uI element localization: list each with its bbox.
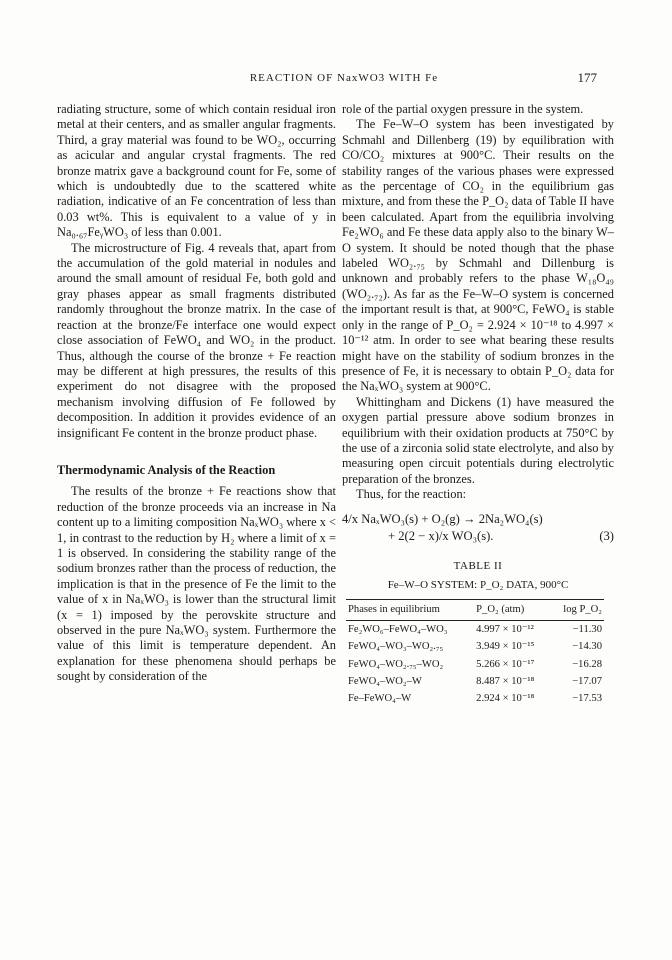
- equation-line-2: + 2(2 − x)/x WO₃(s).: [388, 528, 494, 543]
- table-cell: −11.30: [572, 623, 602, 635]
- right-column: [342, 102, 614, 708]
- table-header: log P_O₂: [563, 604, 602, 616]
- table-caption: TABLE II: [453, 559, 503, 572]
- table-cell: −14.30: [572, 641, 602, 653]
- table-row: [346, 638, 604, 655]
- table-subtitle: Fe–W–O SYSTEM: P_O₂ DATA, 900°C: [387, 578, 569, 591]
- table-cell: −17.53: [572, 693, 602, 705]
- table-cell: Fe₂WO₆–FeWO₄–WO₃: [348, 623, 448, 635]
- right-paragraph-2: The Fe–W–O system has been investigated by Schmahl and Dillenberg (19) by equilibration with CO/CO₂ mixtures at 900°C. Their results on the stability ranges of the various phases were expressed as the percentage of CO₂ in the equilibrium gas mixture, and from these the P_O₂ data of Table II have been calculated. Apart from the equilibria involving Fe₂WO₆ and Fe these data apply also to the binary W–O system. It should be noted though that the phase labeled WO₂.₇₅ by Schmahl and Dillenburg is unknown and probably refers to the phase W₁₈O₄₉ (WO₂.₇₂). As far as the Fe–W–O system is concerned the important result is that, at 900°C, FeWO₄ is stable only in the range of P_O₂ = 2.924 × 10⁻¹⁸ to 4.997 × 10⁻¹² atm. In order to see what bearing these results might have on the stability of sodium bronzes in the presence of Fe, it is necessary to obtain P_O₂ data for the NaₓWO₃ system at 900°C.: [342, 117, 614, 394]
- table-row: [346, 673, 604, 690]
- running-title: REACTION OF NaxWO3 WITH Fe: [249, 72, 439, 84]
- table-cell: FeWO₄–WO₂.₇₅–WO₂: [348, 658, 444, 670]
- table-cell: 4.997 × 10⁻¹²: [476, 623, 534, 635]
- left-paragraph-3: The results of the bronze + Fe reactions show that reduction of the bronze proceeds via an increase in Na content up to a limiting composition NaₓWO₃ where x < 1, in contrast to the reduction by H₂ where a limit of x = 1 is observed. In considering the stability range of the sodium bronzes rather than the process of reduction, the implication is that in the presence of Fe the limit to the value of x in NaₓWO₃ is lower than the structural limit (x = 1) imposed by the perovskite structure and observed in the pure NaₓWO₃ system. Furthermore the value of this limit is temperature dependent. An explanation for these phenomena should perhaps be sought by consideration of the: [57, 484, 336, 684]
- table-header-row: [346, 600, 604, 620]
- table-header: P_O₂ (atm): [476, 604, 525, 616]
- table-cell: FeWO₄–WO₂–W: [348, 676, 422, 687]
- right-paragraph-3: Whittingham and Dickens (1) have measured the oxygen partial pressure above sodium bronzes in equilibrium with their oxidation products at 750°C by the use of a zirconia solid state electrolyte, and also by measuring open circuit potentials during electrolytic preparation of the bronzes.: [342, 394, 614, 486]
- right-paragraph-4: Thus, for the reaction:: [356, 487, 467, 502]
- table-cell: FeWO₄–WO₃–WO₂.₇₅: [348, 641, 444, 653]
- table-row: [346, 620, 604, 638]
- left-column: [57, 102, 336, 685]
- equation-number: (3): [599, 528, 614, 543]
- table-row: [346, 690, 604, 707]
- left-paragraph-2: The microstructure of Fig. 4 reveals that, apart from the accumulation of the gold material in nodules and around the small amount of residual Fe, both gold and gray phases appear as small fragments distributed randomly throughout the bronze matrix. In the case of reaction at the bronze/Fe interface one would expect close association of FeWO₄ and WO₂ in the product. Thus, although the course of the bronze + Fe reaction may be different at high pressures, the results of this experiment do not disagree with the proposed mechanism involving diffusion of Fe followed by decomposition. In addition it provides evidence of an insignificant Fe content in the bronze product phase.: [57, 240, 336, 440]
- table-header: Phases in equilibrium: [348, 604, 440, 616]
- left-paragraph-1: radiating structure, some of which contain residual iron metal at their centers, and as smaller angular fragments. Third, a gray material was found to be WO₂, occurring as acicular and angular crystal fragments. The red bronze matrix gave a background count for Fe, some of which is undoubtedly due to the scattered white radiation, indicative of an Fe concentration of less than 0.03 wt%. This is equivalent to a value of y in Na₀.₆₇FeᵧWO₃ of less than 0.001.: [57, 102, 336, 240]
- table-cell: 3.949 × 10⁻¹⁵: [476, 641, 535, 653]
- equation-line-1: 4/x NaₓWO₃(s) + O₂(g) → 2Na₂WO₄(s): [342, 511, 543, 526]
- table-cell: 5.266 × 10⁻¹⁷: [476, 658, 535, 670]
- table-cell: 8.487 × 10⁻¹⁸: [476, 676, 535, 687]
- table-row: [346, 656, 604, 673]
- data-table: [346, 599, 604, 707]
- section-heading: Thermodynamic Analysis of the Reaction: [57, 462, 276, 477]
- equation-3: [342, 511, 614, 545]
- table-cell: −16.28: [572, 658, 602, 670]
- table-cell: 2.924 × 10⁻¹⁸: [476, 693, 535, 705]
- table-cell: −17.07: [572, 676, 602, 687]
- page-number: 177: [577, 70, 597, 85]
- table-cell: Fe–FeWO₄–W: [348, 693, 412, 705]
- right-paragraph-1: role of the partial oxygen pressure in the system.: [342, 102, 584, 116]
